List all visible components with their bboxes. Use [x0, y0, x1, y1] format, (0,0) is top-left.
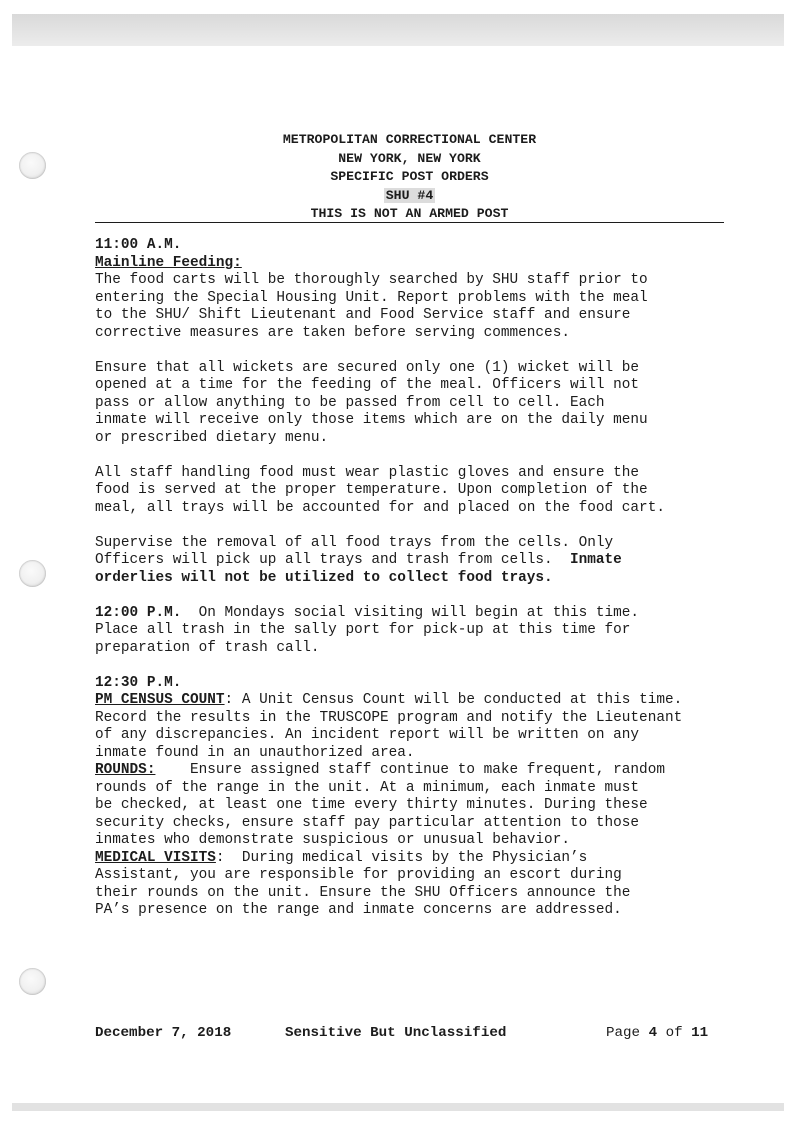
- emphasis-text: Inmate: [569, 552, 622, 568]
- institution-name: METROPOLITAN CORRECTIONAL CENTER: [282, 132, 537, 147]
- text-run: : A Unit Census Count will be conducted at this time.: [224, 692, 683, 708]
- footer-classification: Sensitive But Unclassified: [285, 1025, 507, 1041]
- text-line: security checks, ensure staff pay particular attention to those: [95, 814, 640, 831]
- time-heading: 12:30 P.M.: [95, 674, 182, 691]
- page-total: 11: [691, 1025, 709, 1041]
- page-current: 4: [648, 1025, 658, 1041]
- text-line: their rounds on the unit. Ensure the SHU Officers announce the: [95, 884, 631, 901]
- time-heading: 11:00 A.M.: [95, 237, 182, 253]
- post-orders-body: [95, 237, 735, 920]
- text-line: or prescribed dietary menu.: [95, 429, 329, 446]
- text-line: PA’s presence on the range and inmate concerns are addressed.: [95, 902, 622, 918]
- text-line: Place all trash in the sally port for pick-up at this time for: [95, 622, 631, 638]
- header-rule: [95, 222, 724, 223]
- text-run: On Mondays social visiting will begin at this time.: [181, 604, 640, 621]
- post-name: SHU #4: [385, 187, 434, 203]
- text-line: All staff handling food must wear plastic gloves and ensure the: [95, 464, 640, 481]
- document-header: [95, 131, 724, 224]
- text-line: Assistant, you are responsible for providing an escort during: [95, 867, 622, 883]
- scan-edge-top: [12, 14, 784, 46]
- text-line: Record the results in the TRUSCOPE program and notify the Lieutenant: [95, 709, 683, 726]
- text-run: Ensure assigned staff continue to make frequent, random: [155, 762, 665, 778]
- text-run: Officers will pick up all trays and trash from cells.: [95, 552, 570, 568]
- paragraph-gap: [95, 447, 735, 465]
- text-line: be checked, at least one time every thirty minutes. During these: [95, 797, 648, 813]
- text-line: food is served at the proper temperature. Upon completion of the: [95, 482, 648, 498]
- census-label: PM CENSUS COUNT: [95, 692, 225, 708]
- text-line: inmate will receive only those items which are on the daily menu: [95, 412, 648, 428]
- text-line: meal, all trays will be accounted for and placed on the food cart.: [95, 499, 665, 516]
- page-of: of: [657, 1025, 692, 1041]
- text-line: entering the Special Housing Unit. Report problems with the meal: [95, 289, 648, 306]
- emphasis-text: orderlies will not be utilized to collect food trays.: [95, 569, 553, 586]
- rounds-label: ROUNDS:: [95, 762, 156, 778]
- text-run: : During medical visits by the Physician’s: [215, 849, 588, 866]
- time-heading: 12:00 P.M.: [95, 604, 182, 621]
- text-line: Supervise the removal of all food trays from the cells. Only: [95, 534, 614, 551]
- text-line: to the SHU/ Shift Lieutenant and Food Service staff and ensure: [95, 307, 631, 323]
- text-line: [95, 605, 735, 623]
- text-line: rounds of the range in the unit. At a minimum, each inmate must: [95, 779, 640, 796]
- page-word: Page: [606, 1025, 649, 1041]
- text-line: preparation of trash call.: [95, 639, 320, 656]
- text-line: pass or allow anything to be passed from cell to cell. Each: [95, 394, 605, 411]
- paragraph-gap: [95, 587, 735, 605]
- scan-edge-bottom: [12, 1103, 784, 1111]
- text-line: [95, 762, 735, 780]
- text-line: of any discrepancies. An incident report will be written on any: [95, 727, 640, 743]
- text-line: inmate found in an unauthorized area.: [95, 744, 415, 761]
- text-line: opened at a time for the feeding of the meal. Officers will not: [95, 377, 640, 393]
- paragraph-gap: [95, 657, 735, 675]
- punch-hole-top: [19, 152, 46, 179]
- text-line: [95, 692, 735, 710]
- footer-date: December 7, 2018: [95, 1025, 232, 1041]
- section-heading: Mainline Feeding:: [95, 254, 242, 271]
- armed-post-notice: THIS IS NOT AN ARMED POST: [310, 206, 509, 221]
- text-line: inmates who demonstrate suspicious or unusual behavior.: [95, 832, 570, 848]
- text-line: Ensure that all wickets are secured only one (1) wicket will be: [95, 359, 640, 376]
- footer-page-number: [606, 1024, 708, 1042]
- paragraph-gap: [95, 517, 735, 535]
- punch-hole-bottom: [19, 968, 46, 995]
- page-footer: [95, 1024, 724, 1042]
- punch-hole-middle: [19, 560, 46, 587]
- institution-location: NEW YORK, NEW YORK: [338, 150, 481, 166]
- paragraph-gap: [95, 342, 735, 360]
- text-line: [95, 850, 735, 868]
- text-line: [95, 552, 735, 570]
- document-title: SPECIFIC POST ORDERS: [330, 169, 489, 184]
- text-line: The food carts will be thoroughly searched by SHU staff prior to: [95, 272, 648, 288]
- text-line: corrective measures are taken before serving commences.: [95, 324, 570, 341]
- medical-label: MEDICAL VISITS: [95, 849, 216, 866]
